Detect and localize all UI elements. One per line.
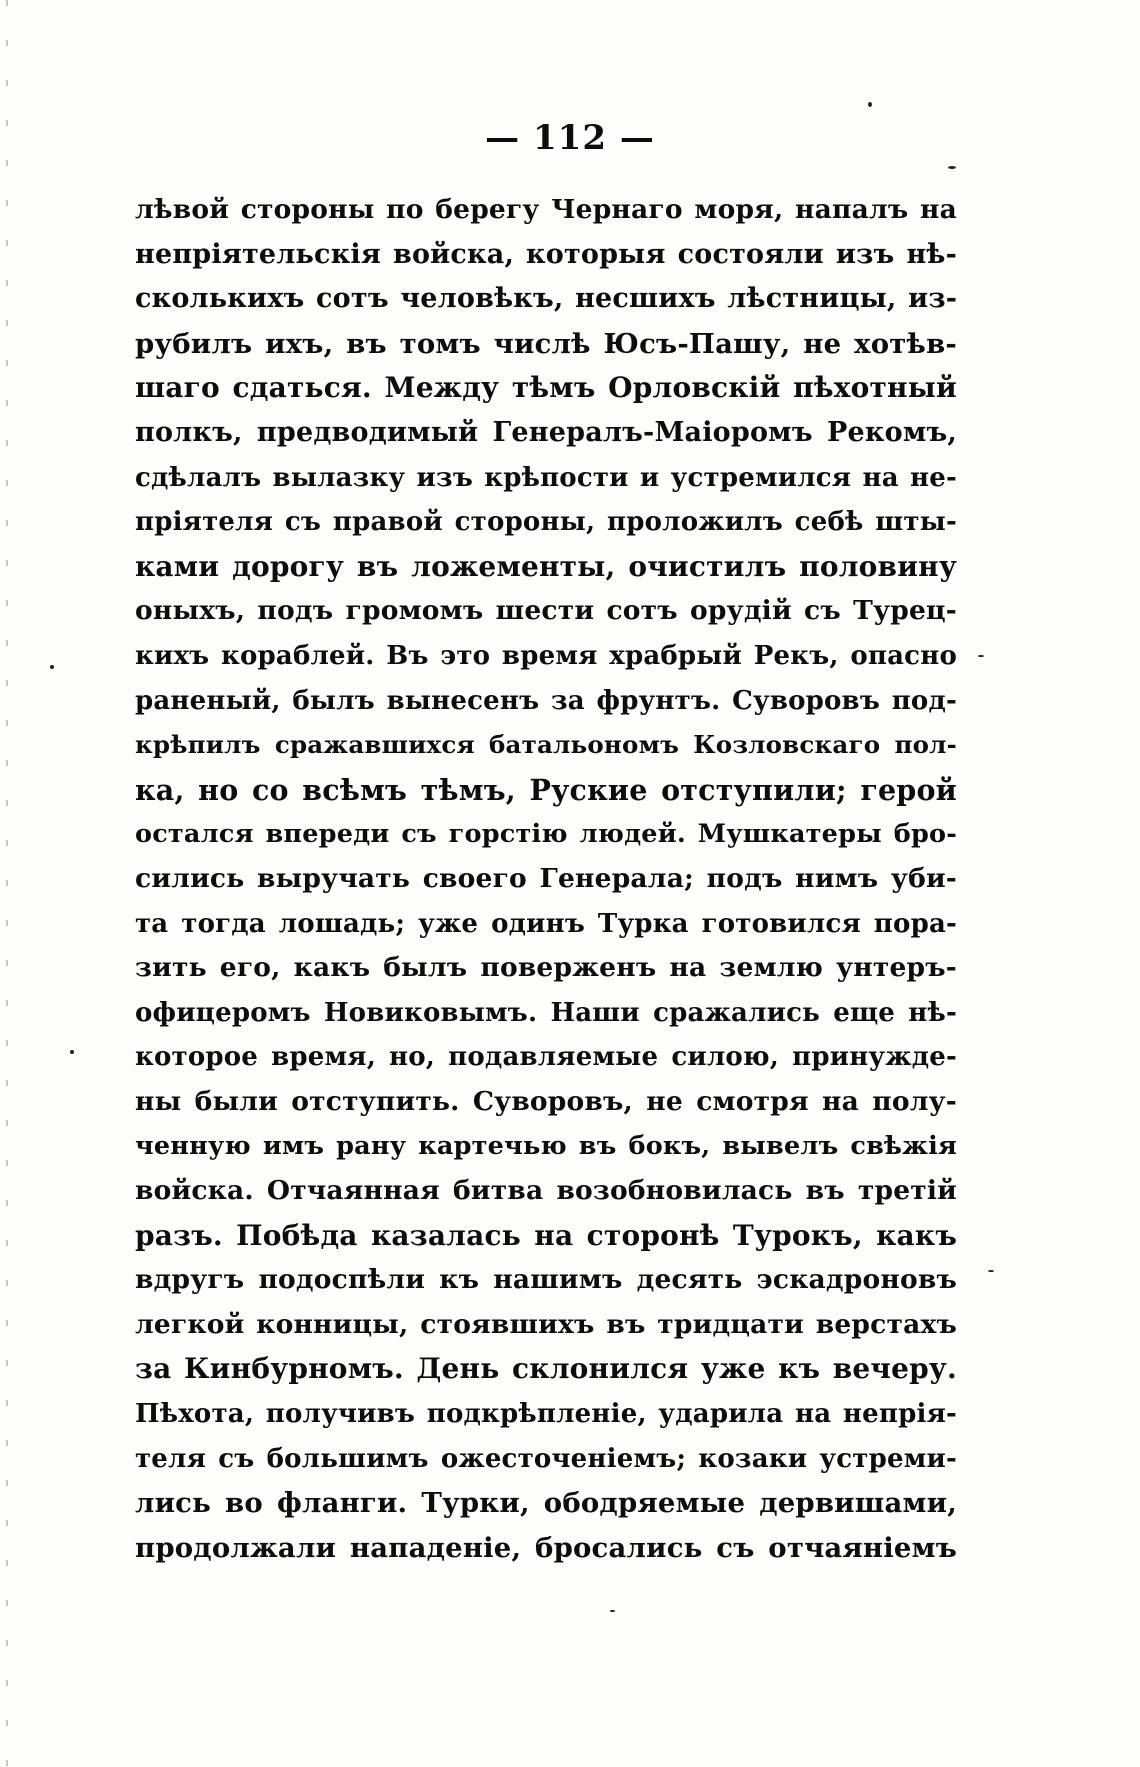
- text-line: ка, но со всѣмъ тѣмъ, Руские отступили; герой: [135, 772, 957, 807]
- text-line: теля съ большимъ ожесточеніемъ; козаки устреми-: [135, 1443, 957, 1474]
- text-line: оныхъ, подъ громомъ шести сотъ орудій съ Турец-: [135, 595, 957, 627]
- scan-speck: [948, 166, 956, 169]
- scan-speck: [988, 1270, 994, 1272]
- text-line: легкой конницы, стоявшихъ въ тридцати верстахъ: [135, 1308, 957, 1340]
- scan-speck: [610, 1610, 615, 1612]
- text-line: сколькихъ сотъ человѣкъ, несшихъ лѣстницы, из-: [135, 283, 958, 315]
- text-line: остался впереди съ горстію людей. Мушкатеры бро-: [135, 819, 957, 850]
- text-line: лись во фланги. Турки, ободряемые дервишами,: [135, 1487, 957, 1520]
- text-line: ны были отступить. Суворовъ, не смотря на полу-: [135, 1085, 957, 1117]
- text-line: продолжали нападеніе, бросались съ отчаяніемъ: [135, 1531, 957, 1564]
- text-line: которое время, но, подавляемые силою, принужде-: [135, 1042, 957, 1073]
- text-line: ченную имъ рану картечью въ бокъ, вывелъ свѣжія: [135, 1131, 957, 1162]
- text-line: пріятеля съ правой стороны, проложилъ себѣ шты-: [135, 507, 957, 538]
- text-line: зить его, какъ былъ поверженъ на землю унтеръ-: [135, 952, 957, 984]
- text-line: за Кинбурномъ. День склонился уже къ вечеру.: [135, 1352, 957, 1386]
- text-line: рубилъ ихъ, въ томъ числѣ Юсъ-Пашу, не хотѣв-: [135, 327, 957, 360]
- text-line: лѣвой стороны по берегу Чернаго моря, напалъ на: [135, 194, 957, 225]
- text-line: вдругъ подоспѣли къ нашимъ десять эскадроновъ: [135, 1264, 957, 1296]
- scan-speck: [70, 1050, 74, 1054]
- text-line: разъ. Побѣда казалась на сторонѣ Турокъ, какъ: [135, 1218, 957, 1252]
- text-line: офицеромъ Новиковымъ. Наши сражались еще нѣ-: [135, 997, 957, 1028]
- text-line: сились выручать своего Генерала; подъ нимъ уби-: [135, 862, 957, 894]
- text-line: войска. Отчаянная битва возобновилась въ третій: [135, 1175, 957, 1207]
- scan-speck: [50, 665, 54, 669]
- text-line: ками дорогу въ ложементы, очистилъ половину: [135, 549, 957, 583]
- text-line: непріятельскія войска, которыя состояли изъ нѣ-: [135, 238, 957, 270]
- text-line: раненый, былъ вынесенъ за фрунтъ. Суворовъ под-: [135, 685, 957, 716]
- body-text: [135, 188, 957, 1570]
- text-line: полкъ, предводимый Генералъ-Маіоромъ Рекомъ,: [135, 416, 957, 448]
- text-line: кихъ кораблей. Въ это время храбрый Рекъ, опасно: [135, 640, 957, 671]
- text-line: крѣпилъ сражавшихся батальономъ Козловскаго пол-: [135, 730, 957, 760]
- text-line: та тогда лошадь; уже одинъ Турка готовился пора-: [135, 908, 957, 939]
- text-line: шаго сдаться. Между тѣмъ Орловскій пѣхотный: [135, 371, 957, 405]
- scan-speck: [978, 655, 984, 657]
- text-line: Пѣхота, получивъ подкрѣпленіе, ударила на непрія-: [135, 1399, 957, 1430]
- text-line: сдѣлалъ вылазку изъ крѣпости и устремился на не-: [135, 462, 957, 493]
- page-number: — 112 —: [485, 118, 655, 158]
- scan-speck: [868, 102, 872, 107]
- scan-edge-mark: [6, 0, 8, 1767]
